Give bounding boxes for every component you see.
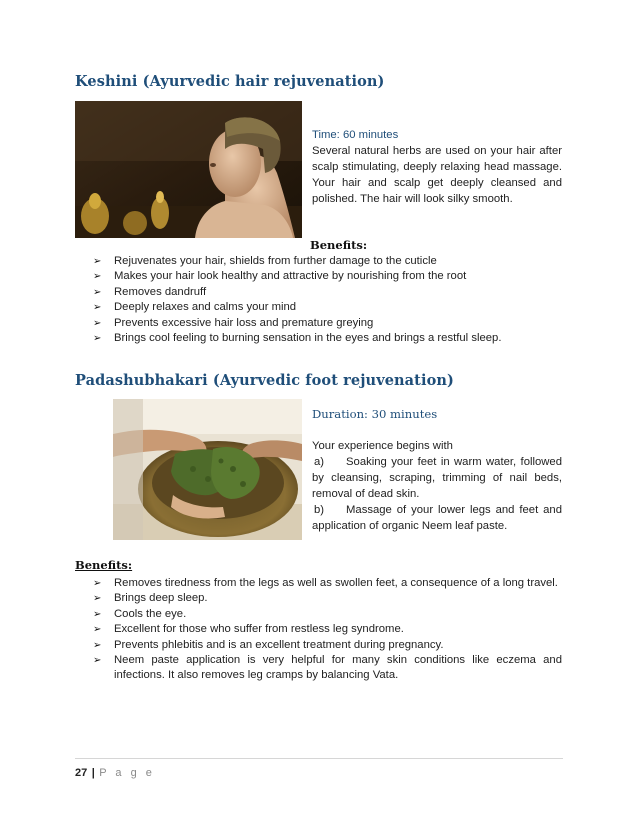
keshini-duration: Time: 60 minutes (312, 129, 399, 141)
list-item: ➢ Neem paste application is very helpful for many skin conditions like eczema and infections. It also removes leg cramps by balancing Vata. (93, 654, 562, 682)
hair-treatment-photo (75, 101, 302, 238)
step-a-text: Soaking your feet in warm water, followed by cleansing, scraping, trimming of nail beds, removal of dead skin. (312, 456, 562, 500)
footer-separator: | (91, 767, 95, 779)
step-b-text: Massage of your lower legs and feet and application of organic Neem leaf paste. (312, 504, 562, 532)
arrow-bullet-icon: ➢ (93, 286, 102, 298)
arrow-bullet-icon: ➢ (93, 302, 102, 314)
arrow-bullet-icon: ➢ (93, 256, 102, 267)
foot-treatment-illustration (113, 399, 302, 540)
arrow-bullet-icon: ➢ (93, 317, 102, 329)
padashubhakari-benefits-list (92, 576, 562, 684)
arrow-bullet-icon: ➢ (93, 333, 102, 345)
list-item: ➢ Rejuvenates your hair, shields from further damage to the cuticle (92, 254, 562, 269)
keshini-description: Several natural herbs are used on your hair after scalp stimulating, deeply relaxing head massage. Your hair and scalp get deeply cleansed and polished. The hair will look silky smooth. (312, 145, 562, 205)
list-item: ➢ Brings deep sleep. (92, 591, 562, 606)
step-a (312, 454, 562, 502)
list-item: ➢ Prevents excessive hair loss and premature greying (92, 316, 562, 331)
list-item: ➢ Removes dandruff (92, 285, 562, 300)
keshini-benefits-heading: Benefits: (310, 238, 368, 252)
foot-treatment-photo (113, 399, 302, 540)
list-item: ➢ Brings cool feeling to burning sensation in the eyes and brings a restful sleep. (92, 331, 562, 346)
list-item: ➢ Prevents phlebitis and is an excellent treatment during pregnancy. (92, 638, 562, 653)
arrow-bullet-icon: ➢ (93, 639, 102, 651)
page-footer (75, 763, 155, 781)
arrow-bullet-icon: ➢ (93, 624, 102, 636)
step-a-marker: a) (314, 456, 325, 468)
list-item: ➢ Makes your hair look healthy and attractive by nourishing from the root (92, 269, 562, 284)
arrow-bullet-icon: ➢ (93, 608, 102, 620)
arrow-bullet-icon: ➢ (93, 578, 102, 589)
step-b (312, 502, 562, 534)
footer-divider (75, 758, 563, 759)
padashubhakari-intro: Your experience begins with (312, 440, 453, 452)
arrow-bullet-icon: ➢ (93, 271, 102, 283)
padashubhakari-duration: Duration: 30 minutes (312, 407, 438, 421)
step-b-marker: b) (314, 504, 325, 516)
arrow-bullet-icon: ➢ (93, 655, 102, 667)
page-label: P a g e (99, 767, 155, 779)
section-title-keshini: Keshini (Ayurvedic hair rejuvenation) (75, 73, 385, 90)
list-item: ➢ Cools the eye. (92, 607, 562, 622)
list-item: ➢ Removes tiredness from the legs as well as swollen feet, a consequence of a long travel. (92, 576, 562, 591)
keshini-benefits-list (92, 254, 562, 346)
list-item: ➢ Deeply relaxes and calms your mind (92, 300, 562, 315)
arrow-bullet-icon: ➢ (93, 593, 102, 605)
page-number: 27 (75, 767, 88, 779)
list-item: ➢ Excellent for those who suffer from restless leg syndrome. (92, 622, 562, 637)
section-title-padashubhakari: Padashubhakari (Ayurvedic foot rejuvenation) (75, 372, 454, 389)
padashubhakari-benefits-heading: Benefits: (75, 558, 133, 572)
hair-treatment-illustration (75, 101, 302, 238)
